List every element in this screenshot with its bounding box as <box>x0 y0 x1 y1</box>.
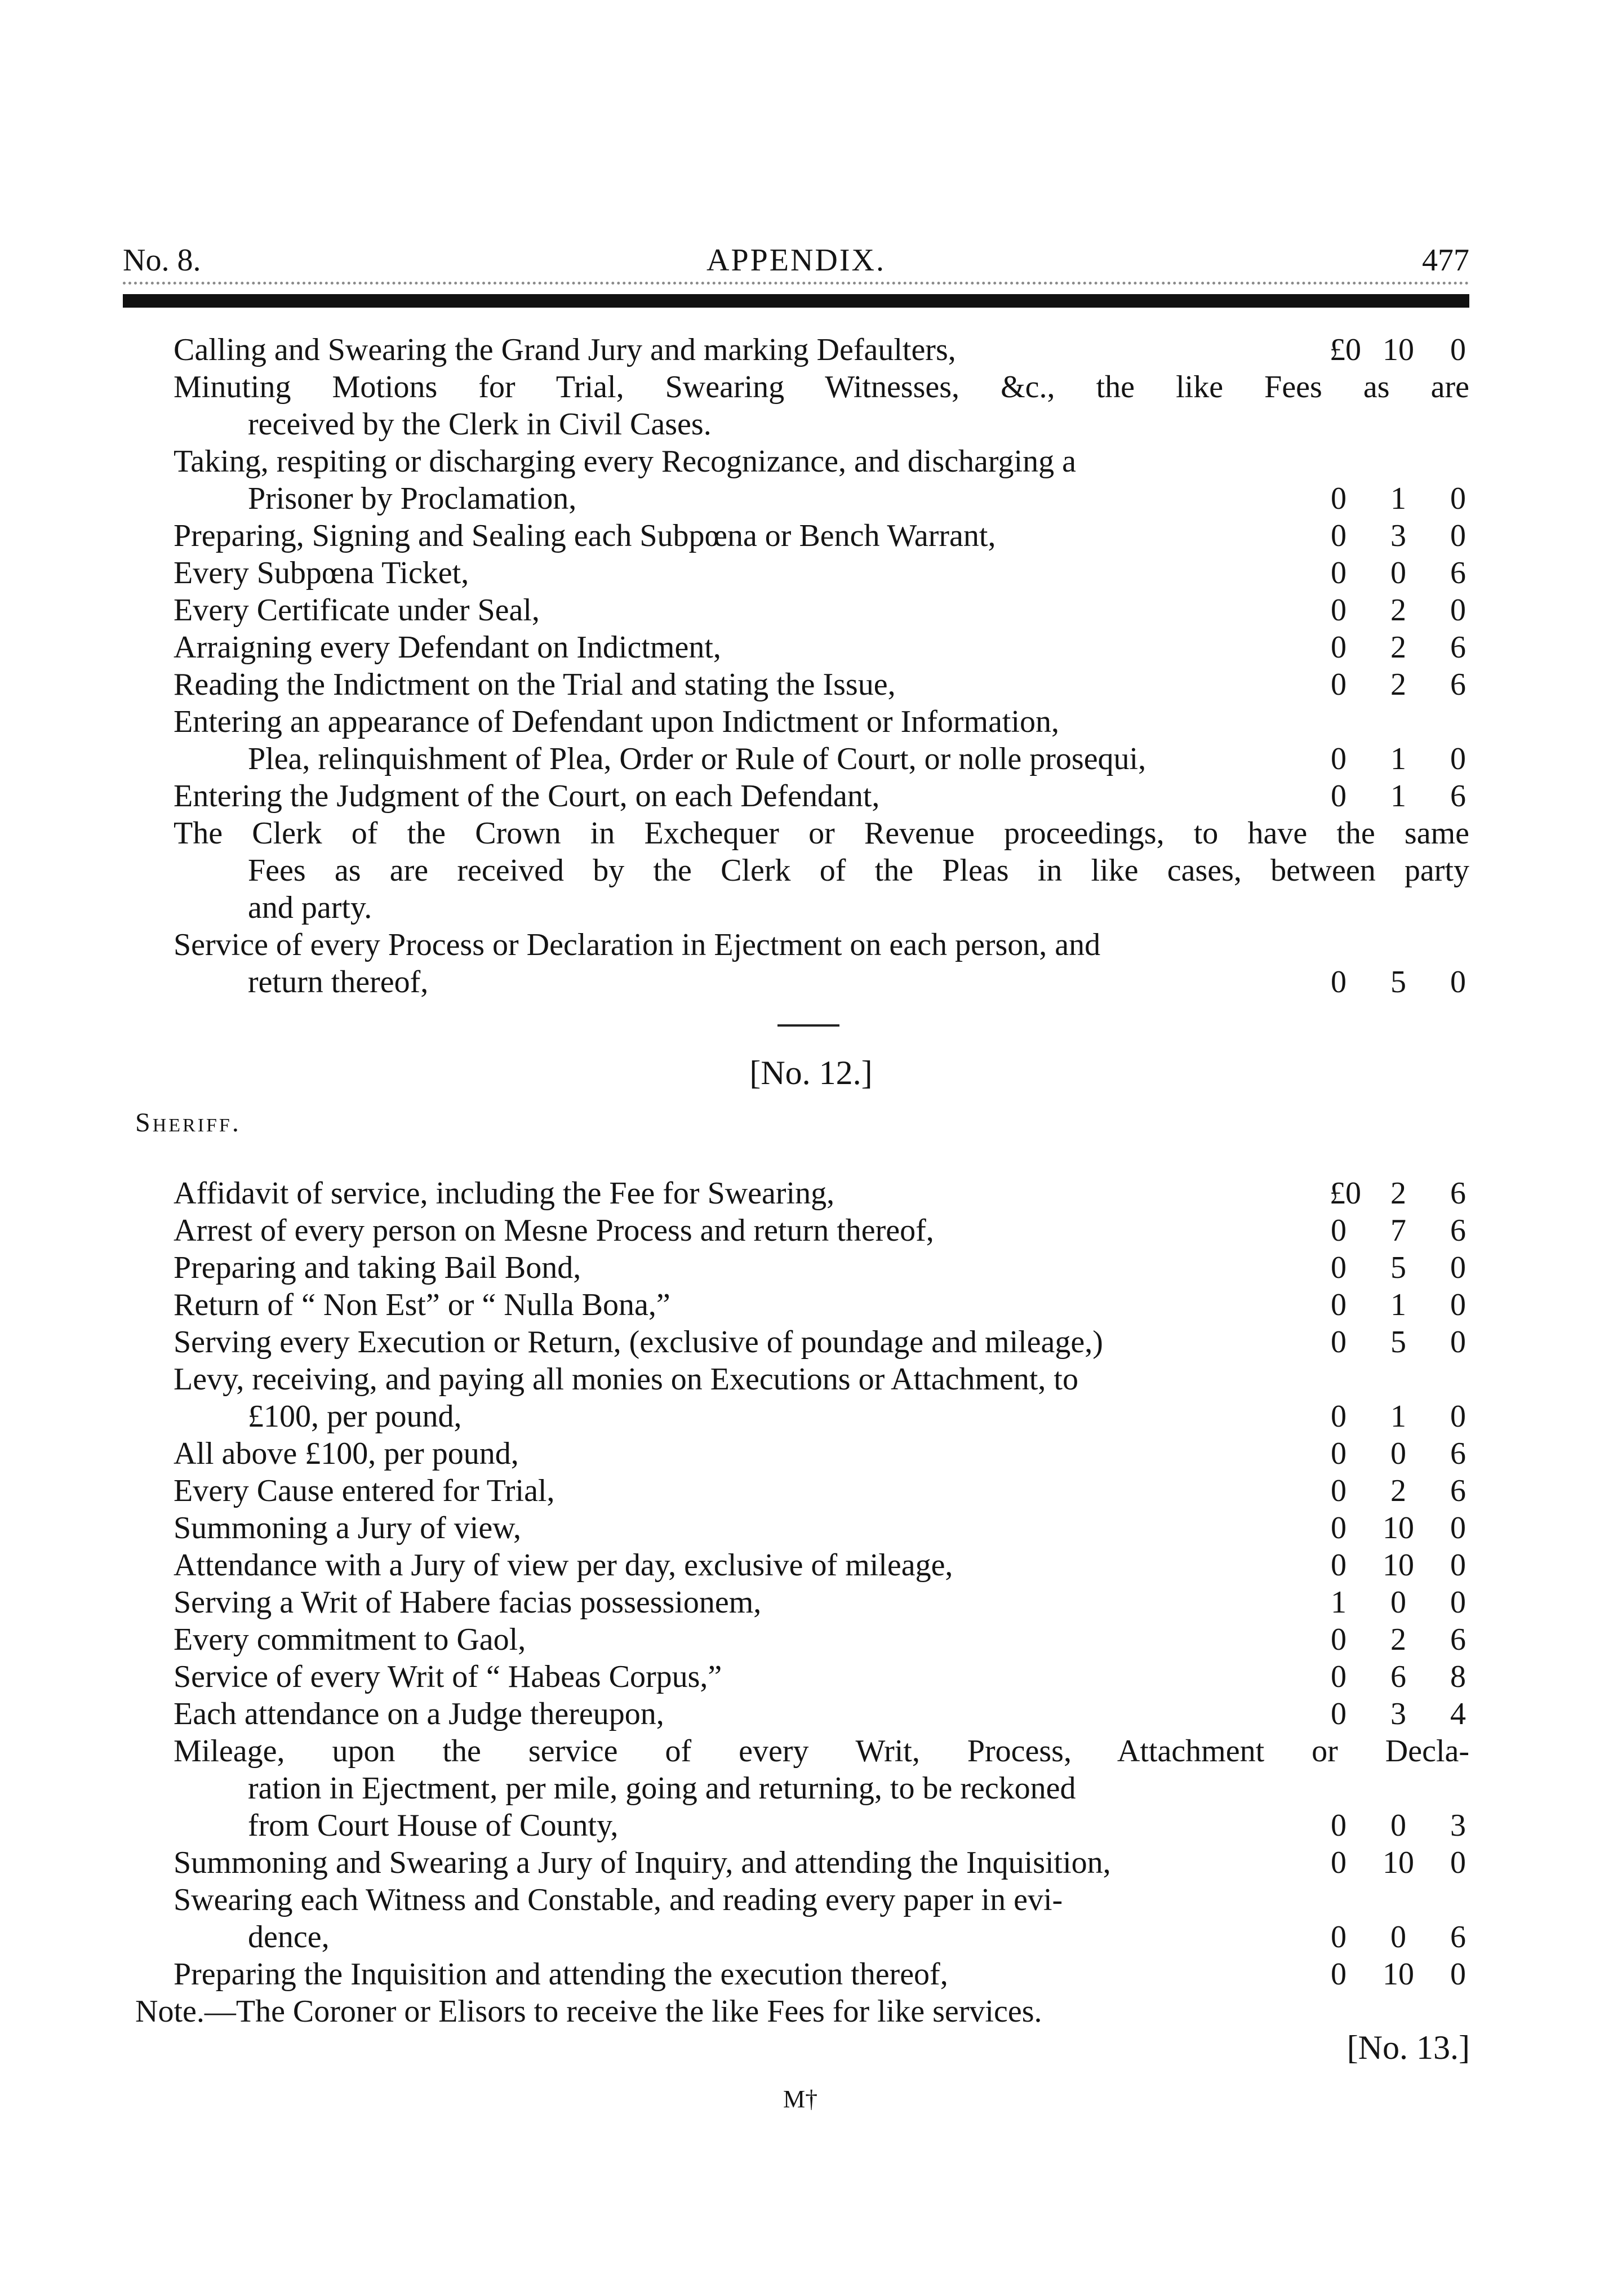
fee-row <box>0 331 1622 368</box>
section-heading: Sheriff. <box>135 1108 241 1138</box>
fee-pence: 6 <box>1450 1213 1466 1248</box>
fee-shillings: 2 <box>1390 1473 1406 1508</box>
fee-row <box>0 1770 1622 1807</box>
fee-description: Every Subpœna Ticket, <box>174 556 469 590</box>
fee-description: Entering an appearance of Defendant upon Indictment or Information, <box>174 704 1060 739</box>
fee-pence: 0 <box>1450 1250 1466 1285</box>
fee-row <box>0 629 1622 666</box>
fee-pence: 0 <box>1450 481 1466 516</box>
fee-shillings: 5 <box>1390 1250 1406 1285</box>
fee-pence: 6 <box>1450 630 1466 665</box>
fee-description: Attendance with a Jury of view per day, exclusive of mileage, <box>174 1548 953 1583</box>
fee-description: Serving a Writ of Habere facias possessionem, <box>174 1585 762 1620</box>
fee-pence: 0 <box>1450 1511 1466 1546</box>
fee-pence: 0 <box>1450 332 1466 367</box>
fee-row <box>0 1956 1622 1993</box>
fee-row <box>0 554 1622 592</box>
fee-pounds: 0 <box>1331 556 1347 590</box>
fee-pounds: 0 <box>1331 779 1347 814</box>
fee-pence: 0 <box>1450 1399 1466 1434</box>
fee-pence: 6 <box>1450 1436 1466 1471</box>
fee-pounds: 0 <box>1331 1920 1347 1955</box>
fee-description: Every Certificate under Seal, <box>174 593 540 628</box>
fee-row <box>0 517 1622 554</box>
fee-description: Preparing the Inquisition and attending the execution thereof, <box>174 1957 948 1992</box>
header-thick-rule <box>123 294 1469 308</box>
fee-shillings: 1 <box>1390 741 1406 776</box>
fee-description: Swearing each Witness and Constable, and reading every paper in evi- <box>174 1882 1063 1917</box>
fee-row <box>0 815 1622 852</box>
fee-description: Entering the Judgment of the Court, on each Defendant, <box>174 779 880 814</box>
fee-description: Levy, receiving, and paying all monies on Executions or Attachment, to <box>174 1362 1078 1397</box>
signature-mark: M† <box>783 2085 818 2113</box>
fee-shillings: 2 <box>1390 1622 1406 1657</box>
fee-pence: 0 <box>1450 1957 1466 1992</box>
note-text: Note.—The Coroner or Elisors to receive the like Fees for like services. <box>135 1994 1042 2029</box>
fee-pounds: £0 <box>1330 1176 1361 1211</box>
fee-pounds: 0 <box>1331 518 1347 553</box>
fee-row <box>0 1621 1622 1658</box>
fee-row <box>0 1361 1622 1398</box>
fee-pounds: 0 <box>1331 1957 1347 1992</box>
fee-row <box>0 889 1622 926</box>
fee-description: and party. <box>248 890 372 925</box>
fee-row <box>0 1286 1622 1324</box>
fee-row <box>0 1472 1622 1509</box>
fee-description: Summoning and Swearing a Jury of Inquiry, and attending the Inquisition, <box>174 1845 1111 1880</box>
fee-pounds: 0 <box>1331 1399 1347 1434</box>
fee-pence: 6 <box>1450 1473 1466 1508</box>
fee-description: from Court House of County, <box>248 1808 619 1843</box>
fee-row <box>0 1881 1622 1918</box>
fee-pence: 6 <box>1450 1920 1466 1955</box>
fee-pence: 0 <box>1450 741 1466 776</box>
fee-row <box>0 1695 1622 1733</box>
fee-pounds: 0 <box>1331 741 1347 776</box>
fee-shillings: 1 <box>1390 1287 1406 1322</box>
fee-pounds: 0 <box>1331 1659 1347 1694</box>
fee-pounds: 0 <box>1331 1250 1347 1285</box>
fee-row <box>0 1547 1622 1584</box>
header-dotted-rule <box>123 282 1469 285</box>
fee-shillings: 2 <box>1390 630 1406 665</box>
fee-shillings: 10 <box>1383 1845 1414 1880</box>
fee-pounds: 0 <box>1331 1473 1347 1508</box>
fee-row <box>0 666 1622 703</box>
section-divider <box>777 1024 839 1027</box>
fee-description: received by the Clerk in Civil Cases. <box>248 407 712 442</box>
fee-pence: 0 <box>1450 965 1466 1000</box>
fee-row <box>0 1807 1622 1844</box>
fee-row <box>0 926 1622 963</box>
fee-pounds: 0 <box>1331 1511 1347 1546</box>
fee-description: Affidavit of service, including the Fee for Swearing, <box>174 1176 835 1211</box>
fee-description: Fees as are received by the Clerk of the Pleas in like cases, between party <box>248 853 1469 888</box>
fee-row <box>0 1175 1622 1212</box>
fee-shillings: 5 <box>1390 1325 1406 1360</box>
fee-pence: 6 <box>1450 1176 1466 1211</box>
fee-shillings: 10 <box>1383 1957 1414 1992</box>
fee-description: Every Cause entered for Trial, <box>174 1473 555 1508</box>
fee-description: Calling and Swearing the Grand Jury and marking Defaulters, <box>174 332 956 367</box>
fee-description: Every commitment to Gaol, <box>174 1622 526 1657</box>
fee-shillings: 2 <box>1390 593 1406 628</box>
fee-shillings: 3 <box>1390 1697 1406 1731</box>
fee-pounds: 0 <box>1331 1845 1347 1880</box>
fee-row <box>0 592 1622 629</box>
fee-description: Minuting Motions for Trial, Swearing Witnesses, &c., the like Fees as are <box>174 370 1469 405</box>
fee-pounds: 1 <box>1331 1585 1347 1620</box>
fee-shillings: 7 <box>1390 1213 1406 1248</box>
fee-description: Taking, respiting or discharging every Recognizance, and discharging a <box>174 444 1076 479</box>
fee-shillings: 1 <box>1390 481 1406 516</box>
fee-pounds: £0 <box>1330 332 1361 367</box>
fee-pounds: 0 <box>1331 965 1347 1000</box>
running-header <box>123 231 1469 287</box>
fee-description: Service of every Writ of “ Habeas Corpus,” <box>174 1659 722 1694</box>
fee-description: The Clerk of the Crown in Exchequer or Revenue proceedings, to have the same <box>174 816 1469 851</box>
fee-description: Preparing, Signing and Sealing each Subpœna or Bench Warrant, <box>174 518 996 553</box>
fee-description: Reading the Indictment on the Trial and stating the Issue, <box>174 667 896 702</box>
fee-pence: 4 <box>1450 1697 1466 1731</box>
fee-shillings: 1 <box>1390 1399 1406 1434</box>
fee-pence: 8 <box>1450 1659 1466 1694</box>
fee-row <box>0 1658 1622 1695</box>
fee-description: Plea, relinquishment of Plea, Order or Rule of Court, or nolle prosequi, <box>248 741 1146 776</box>
fee-description: Return of “ Non Est” or “ Nulla Bona,” <box>174 1287 670 1322</box>
fee-description: Each attendance on a Judge thereupon, <box>174 1697 664 1731</box>
fee-pence: 0 <box>1450 1585 1466 1620</box>
fee-row <box>0 480 1622 517</box>
fee-shillings: 10 <box>1383 332 1414 367</box>
fee-shillings: 0 <box>1390 1808 1406 1843</box>
fee-shillings: 10 <box>1383 1511 1414 1546</box>
fee-pounds: 0 <box>1331 1808 1347 1843</box>
fee-shillings: 2 <box>1390 667 1406 702</box>
fee-shillings: 0 <box>1390 556 1406 590</box>
fee-description: Arraigning every Defendant on Indictment, <box>174 630 721 665</box>
fee-pence: 0 <box>1450 1325 1466 1360</box>
fee-pounds: 0 <box>1331 667 1347 702</box>
fee-pence: 0 <box>1450 1845 1466 1880</box>
fee-description: Prisoner by Proclamation, <box>248 481 577 516</box>
fee-description: Serving every Execution or Return, (exclusive of poundage and mileage,) <box>174 1325 1103 1360</box>
fee-description: Mileage, upon the service of every Writ, Process, Attachment or Decla- <box>174 1734 1469 1769</box>
fee-shillings: 3 <box>1390 518 1406 553</box>
fee-shillings: 0 <box>1390 1585 1406 1620</box>
fee-description: Service of every Process or Declaration in Ejectment on each person, and <box>174 927 1101 962</box>
fee-shillings: 6 <box>1390 1659 1406 1694</box>
fee-pence: 0 <box>1450 518 1466 553</box>
fee-shillings: 5 <box>1390 965 1406 1000</box>
section-number: [No. 12.] <box>749 1054 873 1091</box>
fee-row <box>0 1844 1622 1881</box>
header-title: APPENDIX. <box>706 243 886 278</box>
note-row <box>0 1993 1622 2030</box>
fee-pence: 6 <box>1450 667 1466 702</box>
fee-row <box>0 963 1622 1001</box>
fee-pence: 3 <box>1450 1808 1466 1843</box>
fee-pounds: 0 <box>1331 1287 1347 1322</box>
fee-pence: 6 <box>1450 779 1466 814</box>
fee-description: Arrest of every person on Mesne Process and return thereof, <box>174 1213 934 1248</box>
fee-row <box>0 778 1622 815</box>
page-number: 477 <box>1422 243 1469 278</box>
header-number: No. 8. <box>123 243 201 278</box>
fee-description: Summoning a Jury of view, <box>174 1511 521 1546</box>
fee-pence: 0 <box>1450 593 1466 628</box>
fee-shillings: 2 <box>1390 1176 1406 1211</box>
fee-pounds: 0 <box>1331 593 1347 628</box>
fee-row <box>0 852 1622 889</box>
fee-row <box>0 740 1622 778</box>
fee-pounds: 0 <box>1331 1622 1347 1657</box>
fee-description: dence, <box>248 1920 330 1955</box>
fee-pence: 0 <box>1450 1287 1466 1322</box>
fee-shillings: 10 <box>1383 1548 1414 1583</box>
fee-row <box>0 406 1622 443</box>
fee-shillings: 1 <box>1390 779 1406 814</box>
fee-pounds: 0 <box>1331 630 1347 665</box>
fee-row <box>0 1249 1622 1286</box>
fee-pounds: 0 <box>1331 1436 1347 1471</box>
fee-row <box>0 1733 1622 1770</box>
fee-shillings: 0 <box>1390 1920 1406 1955</box>
fee-description: Preparing and taking Bail Bond, <box>174 1250 581 1285</box>
catchword: [No. 13.] <box>1347 2029 1470 2066</box>
fee-row <box>0 1398 1622 1435</box>
fee-row <box>0 1212 1622 1249</box>
fee-pounds: 0 <box>1331 1548 1347 1583</box>
fee-description: ration in Ejectment, per mile, going and returning, to be reckoned <box>248 1771 1076 1806</box>
fee-pounds: 0 <box>1331 1697 1347 1731</box>
fee-row <box>0 443 1622 480</box>
fee-description: return thereof, <box>248 965 429 1000</box>
fee-row <box>0 1584 1622 1621</box>
fee-row <box>0 1918 1622 1956</box>
fee-description: £100, per pound, <box>248 1399 462 1434</box>
fee-shillings: 0 <box>1390 1436 1406 1471</box>
fee-pence: 6 <box>1450 556 1466 590</box>
fee-row <box>0 368 1622 406</box>
fee-pence: 0 <box>1450 1548 1466 1583</box>
fee-pounds: 0 <box>1331 1213 1347 1248</box>
fee-pounds: 0 <box>1331 1325 1347 1360</box>
fee-row <box>0 703 1622 740</box>
fee-pence: 6 <box>1450 1622 1466 1657</box>
fee-row <box>0 1324 1622 1361</box>
fee-row <box>0 1509 1622 1547</box>
fee-pounds: 0 <box>1331 481 1347 516</box>
fee-row <box>0 1435 1622 1472</box>
fee-description: All above £100, per pound, <box>174 1436 519 1471</box>
